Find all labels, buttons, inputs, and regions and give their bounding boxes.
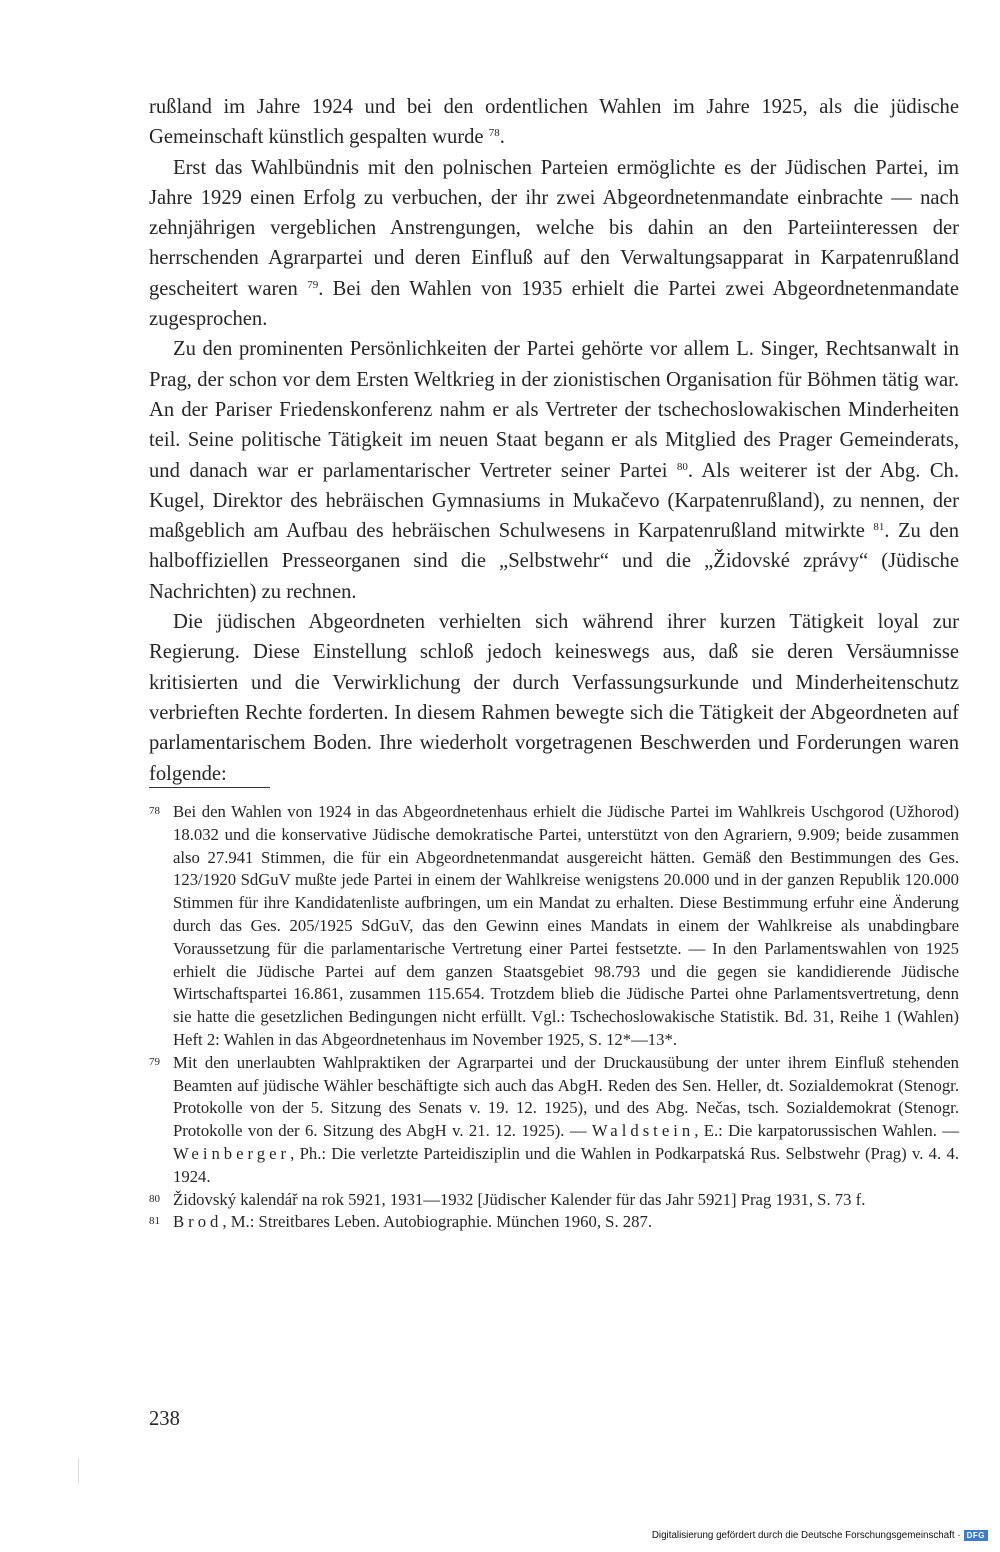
author-name: Weinberger [173,1143,291,1163]
footnote-number: 81 [149,1215,160,1228]
footnote-ref-81[interactable]: 81 [873,521,885,534]
footnote-81-rest: , M.: Streitbares Leben. Autobiographie. München 1960, S. 287. [222,1212,653,1232]
paragraph-2 [149,153,959,335]
footnote-text [173,1211,959,1234]
paragraph-3 [149,334,959,607]
footnote-text: Bei den Wahlen von 1924 in das Abgeordnetenhaus erhielt die Jüdische Partei im Wahlkreis Uschgorod (Užhorod) 18.032 und die konservative Jüdische demokratische Partei, unterstützt von den Agrariern, 9.909; beide zusammen also 27.941 Stimmen, die für ein Abgeordnetenmandat ausgereicht hätten. Gemäß den Bestimmungen des Ges. 123/1920 SdGuV mußte jede Partei in einem der Wahlkreise wenigstens 20.000 und in der ganzen Republik 120.000 Stimmen für ihre Kandidatenliste aufbringen, um ein Mandat zu erhalten. Diese Bestimmung erfuhr eine Änderung durch das Ges. 205/1925 SdGuV, das den Gewinn eines Mandats in einem der Wahlkreise als unabdingbare Voraussetzung für die parlamentarische Vertretung einer Partei festsetzte. — In den Parlamentswahlen von 1925 erhielt die Jüdische Partei auf dem ganzen Staatsgebiet 98.793 und die gegen sie kandidierende Jüdische Wirtschaftspartei 16.861, zusammen 115.654. Trotzdem blieb die Jüdische Partei ohne Parlamentsvertretung, denn sie hatte die gesetzlichen Bedingungen nicht erfüllt. Vgl.: Tschechoslowakische Statistik. Bd. 31, Reihe 1 (Wahlen) Heft 2: Wahlen in das Abgeordnetenhaus im November 1925, S. 12*—13*. [173,802,959,1049]
footnote-78 [149,801,959,1052]
credit-text: Digitalisierung gefördert durch die Deutsche Forschungsgemeinschaft · [651,1530,961,1541]
footnote-text: Židovský kalendář na rok 5921, 1931—1932 [Jüdischer Kalender für das Jahr 5921] Prag 1931, S. 73 f. [173,1189,866,1209]
page-number: 238 [149,1408,180,1430]
author-name: Waldstein [591,1121,695,1141]
footnote-ref-78[interactable]: 78 [488,127,500,140]
paragraph-3-text: Zu den prominenten Persönlichkeiten der Partei gehörte vor allem L. Singer, Rechtsanwalt in Prag, der schon vor dem Ersten Weltkrieg in der zionistischen Organisation für Böhmen tätig war. An der Pariser Friedenskonferenz nahm er als Vertreter der tschechoslowakischen Minderheiten teil. Seine politische Tätigkeit im neuen Staat begann er als Mitglied des Prager Gemeinderats, und danach war er parlamentarischer Vertreter seiner Partei [149,338,959,482]
footnote-79-part-a: Mit den unerlaubten Wahlpraktiken der Agrarpartei und der Druckausübung der unter ihrem Einfluß stehenden Beamten auf jüdische Wähler beschäftigte sich auch das AbgH. Reden des Sen. Heller, dt. Sozialdemokrat (Stenogr. Protokolle von der 5. Sitzung des Senats v. 19. 12. 1925), und des Abg. Nečas, tsch. Sozialdemokrat (Stenogr. Protokolle von der 6. Sitzung des AbgH v. 21. 12. 1925). — [173,1052,959,1141]
footnote-80 [149,1189,959,1212]
footnote-81 [149,1211,959,1234]
footnote-text [173,1052,959,1189]
footnote-79-part-c: , Ph.: Die verletzte Parteidisziplin und die Wahlen in Podkarpatská Rus. Selbstwehr (Prag) v. 4. 4. 1924. [173,1143,959,1186]
footnote-number: 78 [149,805,160,817]
paragraph-3-end: . Zu den halboffiziellen Presseorganen sind die „Selbstwehr“ und die „Židovské zprávy“ (Jüdische Nachrichten) zu rechnen. [149,520,959,603]
footnotes [149,801,959,1234]
footnote-ref-79[interactable]: 79 [307,278,319,291]
footnote-number: 79 [149,1055,160,1068]
paragraph-3-middle: . Als weiterer ist der Abg. Ch. Kugel, Direktor des hebräischen Gymnasiums in Mukačevo (Karpatenrußland), zu nennen, der maßgeblich am Aufbau des hebräischen Schulwesens in Karpatenrußland mitwirkte [149,459,960,543]
footnote-ref-80[interactable]: 80 [676,460,688,473]
paragraph-4: Die jüdischen Abgeordneten verhielten sich während ihrer kurzen Tätigkeit loyal zur Regierung. Diese Einstellung schloß jedoch keineswegs aus, daß sie deren Versäumnisse kritisierten und die Verwirklichung der durch Verfassungsurkunde und Minderheitenschutz verbrieften Rechte forderten. In diesem Rahmen bewegte sich die Tätigkeit der Abgeordneten auf parlamentarischem Boden. Ihre wiederholt vorgetragenen Beschwerden und Forderungen waren folgende: [149,611,959,785]
dfg-logo: DFG [964,1530,988,1541]
paragraph-1-end: . [499,126,505,149]
footnote-number: 80 [149,1192,160,1205]
paragraph-1-text: rußland im Jahre 1924 und bei den ordentlichen Wahlen im Jahre 1925, als die jüdische Gemeinschaft künstlich gespalten wurde [149,96,959,149]
author-name: Brod [173,1212,223,1232]
paragraph-2-end: . Bei den Wahlen von 1935 erhielt die Partei zwei Abgeordnetenmandate zugesprochen. [149,277,960,331]
footnote-divider [149,787,270,788]
footnote-79-part-b: , E.: Die karpatorussischen Wahlen. — [694,1121,960,1141]
paragraph-2-text: Erst das Wahlbündnis mit den polnischen Parteien ermöglichte es der Jüdischen Partei, im Jahre 1929 einen Erfolg zu verbuchen, der ihr zwei Abgeordnetenmandate einbrachte — nach zehnjährigen vergeblichen Anstrengungen, welche bis dahin an den Parteiinteressen der herrschenden Agrarpartei und deren Einfluß auf den Verwaltungsapparat in Karpatenrußland gescheitert waren [149,156,959,300]
footnote-79 [149,1052,959,1189]
paragraph-1 [149,92,959,153]
digitization-credit [652,1530,988,1541]
main-text [149,92,959,789]
margin-mark [78,1458,79,1484]
